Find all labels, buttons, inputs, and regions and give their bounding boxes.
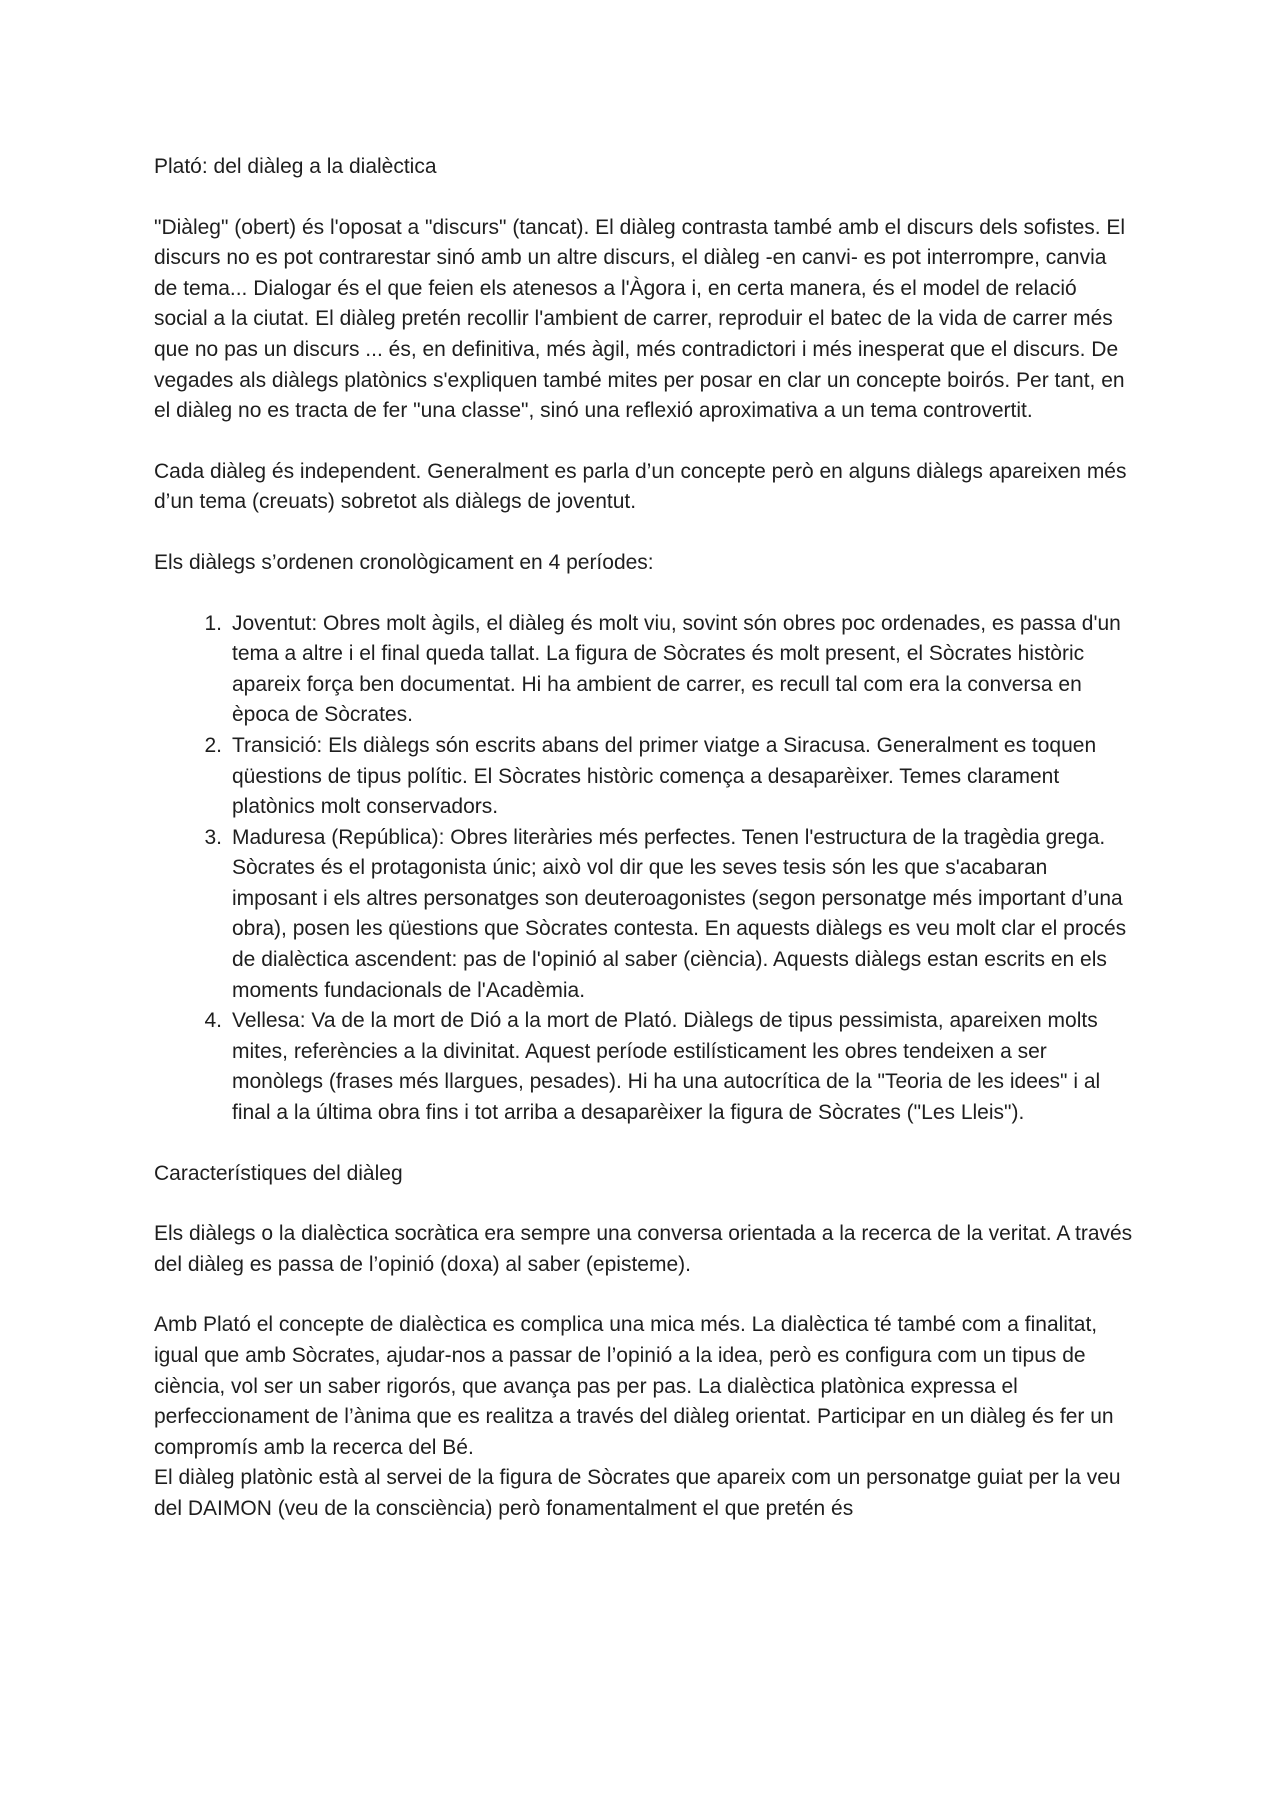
list-item — [154, 1006, 1134, 1128]
section-paragraph-veritat: Els diàlegs o la dialèctica socràtica era sempre una conversa orientada a la recerca de la veritat. A través del diàleg es passa de l’opinió (doxa) al saber (episteme). — [154, 1222, 1133, 1276]
document-body — [154, 152, 1134, 1525]
periods-list — [154, 609, 1134, 1129]
list-number: 3. — [204, 825, 222, 849]
list-item — [154, 823, 1134, 1007]
list-item — [154, 609, 1134, 731]
list-item — [154, 731, 1134, 823]
list-item-text: Maduresa (República): Obres literàries més perfectes. Tenen l'estructura de la tragèdia grega. Sòcrates és el protagonista únic; això vol dir que les seves tesis són les que s'acabaran imposant i els altres personatges son deuteroagonistes (segon personatge més important d’una obra), posen les qüestions que Sòcrates contesta. En aquests diàlegs es veu molt clar el procés de dialèctica ascendent: pas de l'opinió al saber (ciència). Aquests diàlegs estan escrits en els moments fundacionals de l'Acadèmia. — [232, 825, 1127, 1002]
list-item-text: Vellesa: Va de la mort de Dió a la mort de Plató. Diàlegs de tipus pessimista, apareixen molts mites, referències a la divinitat. Aquest període estilísticament les obres tendeixen a ser monòlegs (frases més llargues, pesades). Hi ha una autocrítica de la "Teoria de les idees" i al final a la última obra fins i tot arriba a desaparèixer la figura de Sòcrates ("Les Lleis"). — [232, 1009, 1101, 1125]
intro-paragraph-independent: Cada diàleg és independent. Generalment es parla d’un concepte però en alguns diàlegs apareixen més d’un tema (creuats) sobretot als diàlegs de joventut. — [154, 459, 1127, 514]
section-paragraph-socrates: El diàleg platònic està al servei de la figura de Sòcrates que apareix com un personatge guiat per la veu del DAIMON (veu de la consciència) però fonamentalment el que pretén és — [154, 1466, 1121, 1520]
list-number: 2. — [204, 733, 222, 757]
intro-paragraph-dialeg: "Diàleg" (obert) és l'oposat a "discurs" (tancat). El diàleg contrasta també amb el discurs dels sofistes. El discurs no es pot contrarestar sinó amb un altre discurs, el diàleg -en canvi- es pot interrompre, canvia de tema... Dialogar és el que feien els atenesos a l'Àgora i, en certa manera, és el model de relació social a la ciutat. El diàleg pretén recollir l'ambient de carrer, reproduir el batec de la vida de carrer més que no pas un discurs ... és, en definitiva, més àgil, més contradictori i més inesperat que el discurs. De vegades als diàlegs platònics s'expliquen també mites per posar en clar un concepte boirós. Per tant, en el diàleg no es tracta de fer "una classe", sinó una reflexió aproximativa a un tema controvertit. — [154, 215, 1126, 423]
section-paragraph-plato: Amb Plató el concepte de dialèctica es complica una mica més. La dialèctica té també com a finalitat, igual que amb Sòcrates, ajudar-nos a passar de l’opinió a la idea, però es configura com un tipus de ciència, vol ser un saber rigorós, que avança pas per pas. La dialèctica platònica expressa el perfeccionament de l’ànima que es realitza a través del diàleg orientat. Participar en un diàleg és fer un compromís amb la recerca del Bé. — [154, 1313, 1114, 1459]
section-heading: Característiques del diàleg — [154, 1161, 403, 1185]
list-item-text: Joventut: Obres molt àgils, el diàleg és molt viu, sovint són obres poc ordenades, es passa d'un tema a altre i el final queda tallat. La figura de Sòcrates és molt present, el Sòcrates històric apareix força ben documentat. Hi ha ambient de carrer, es recull tal com era la conversa en època de Sòcrates. — [232, 611, 1121, 727]
list-item-text: Transició: Els diàlegs són escrits abans del primer viatge a Siracusa. Generalment es toquen qüestions de tipus polític. El Sòcrates històric comença a desaparèixer. Temes clarament platònics molt conservadors. — [232, 733, 1097, 819]
intro-paragraph-periods: Els diàlegs s’ordenen cronològicament en 4 períodes: — [154, 550, 654, 574]
list-number: 4. — [204, 1009, 222, 1033]
list-number: 1. — [204, 611, 222, 635]
document-title: Plató: del diàleg a la dialèctica — [154, 155, 437, 178]
